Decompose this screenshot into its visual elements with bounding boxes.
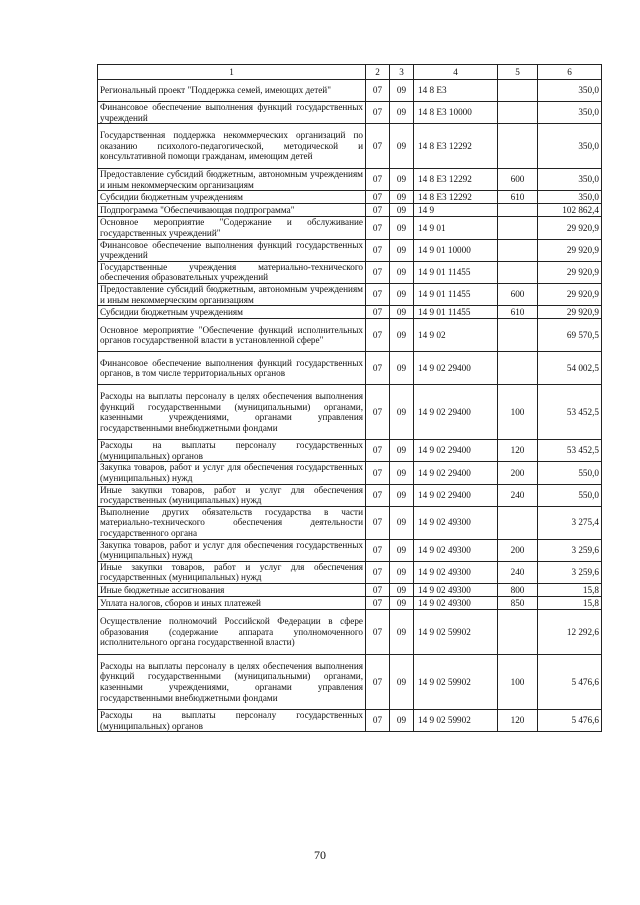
header-cell-4: 4 (414, 65, 498, 80)
expense-type-code: 100 (498, 655, 538, 710)
target-article-code: 14 9 02 49300 (414, 561, 498, 583)
amount: 29 920,9 (538, 261, 602, 283)
amount: 12 292,6 (538, 610, 602, 655)
table-row (98, 204, 602, 217)
amount: 15,8 (538, 597, 602, 610)
amount: 3 259,6 (538, 539, 602, 561)
section-code: 07 (366, 385, 390, 440)
expense-type-code: 800 (498, 584, 538, 597)
target-article-code: 14 8 E3 12292 (414, 124, 498, 169)
section-code: 07 (366, 352, 390, 385)
expense-type-code: 200 (498, 539, 538, 561)
target-article-code: 14 9 (414, 204, 498, 217)
subsection-code: 09 (390, 306, 414, 319)
amount: 53 452,5 (538, 385, 602, 440)
expense-type-code (498, 204, 538, 217)
budget-item-name: Государственная поддержка некоммерческих организаций по оказанию психолого-педагогической, методической и консультативной помощи гражданам, имеющим детей (98, 124, 366, 169)
table-row (98, 191, 602, 204)
section-code: 07 (366, 484, 390, 506)
table-row (98, 217, 602, 239)
expense-type-code: 600 (498, 169, 538, 191)
expense-type-code (498, 217, 538, 239)
expense-type-code: 240 (498, 484, 538, 506)
target-article-code: 14 8 E3 10000 (414, 102, 498, 124)
section-code: 07 (366, 239, 390, 261)
section-code: 07 (366, 204, 390, 217)
expense-type-code: 120 (498, 710, 538, 732)
section-code: 07 (366, 217, 390, 239)
subsection-code: 09 (390, 204, 414, 217)
table-row (98, 319, 602, 352)
table-row (98, 655, 602, 710)
subsection-code: 09 (390, 102, 414, 124)
table-row (98, 484, 602, 506)
amount: 350,0 (538, 124, 602, 169)
table-row (98, 506, 602, 539)
target-article-code: 14 9 02 49300 (414, 539, 498, 561)
amount: 102 862,4 (538, 204, 602, 217)
table-row (98, 102, 602, 124)
target-article-code: 14 9 01 (414, 217, 498, 239)
table-row (98, 80, 602, 102)
table-row (98, 261, 602, 283)
target-article-code: 14 8 E3 12292 (414, 191, 498, 204)
expense-type-code: 240 (498, 561, 538, 583)
section-code: 07 (366, 561, 390, 583)
subsection-code: 09 (390, 169, 414, 191)
header-row (98, 65, 602, 80)
table-body (98, 80, 602, 732)
table-row (98, 306, 602, 319)
table-row (98, 352, 602, 385)
budget-item-name: Выполнение других обязательств государства в части материально-технического обеспечения деятельности государственного органа (98, 506, 366, 539)
section-code: 07 (366, 539, 390, 561)
section-code: 07 (366, 506, 390, 539)
budget-table (97, 64, 602, 732)
amount: 3 259,6 (538, 561, 602, 583)
amount: 3 275,4 (538, 506, 602, 539)
target-article-code: 14 9 02 (414, 319, 498, 352)
subsection-code: 09 (390, 191, 414, 204)
expense-type-code: 100 (498, 385, 538, 440)
budget-item-name: Расходы на выплаты персоналу в целях обеспечения выполнения функций государственными (муниципальными) органами, казенными учреждениями, органами управления государственными внебюджетными фондами (98, 655, 366, 710)
amount: 29 920,9 (538, 239, 602, 261)
subsection-code: 09 (390, 561, 414, 583)
target-article-code: 14 9 02 49300 (414, 597, 498, 610)
section-code: 07 (366, 124, 390, 169)
amount: 350,0 (538, 169, 602, 191)
header-cell-6: 6 (538, 65, 602, 80)
target-article-code: 14 9 02 59902 (414, 655, 498, 710)
subsection-code: 09 (390, 385, 414, 440)
subsection-code: 09 (390, 484, 414, 506)
header-cell-2: 2 (366, 65, 390, 80)
section-code: 07 (366, 440, 390, 462)
section-code: 07 (366, 462, 390, 484)
target-article-code: 14 9 01 11455 (414, 283, 498, 305)
section-code: 07 (366, 319, 390, 352)
table-row (98, 584, 602, 597)
subsection-code: 09 (390, 283, 414, 305)
budget-item-name: Предоставление субсидий бюджетным, автономным учреждениям и иным некоммерческим организациям (98, 169, 366, 191)
expense-type-code: 610 (498, 306, 538, 319)
amount: 350,0 (538, 102, 602, 124)
subsection-code: 09 (390, 217, 414, 239)
budget-item-name: Иные закупки товаров, работ и услуг для обеспечения государственных (муниципальных) нужд (98, 561, 366, 583)
subsection-code: 09 (390, 80, 414, 102)
budget-item-name: Государственные учреждения материально-технического обеспечения образовательных учреждений (98, 261, 366, 283)
budget-item-name: Иные закупки товаров, работ и услуг для обеспечения государственных (муниципальных) нужд (98, 484, 366, 506)
section-code: 07 (366, 261, 390, 283)
amount: 15,8 (538, 584, 602, 597)
table-row (98, 462, 602, 484)
section-code: 07 (366, 710, 390, 732)
target-article-code: 14 9 01 11455 (414, 306, 498, 319)
expense-type-code: 610 (498, 191, 538, 204)
table-row (98, 385, 602, 440)
amount: 53 452,5 (538, 440, 602, 462)
section-code: 07 (366, 306, 390, 319)
section-code: 07 (366, 191, 390, 204)
table-row (98, 597, 602, 610)
subsection-code: 09 (390, 462, 414, 484)
expense-type-code: 120 (498, 440, 538, 462)
amount: 29 920,9 (538, 306, 602, 319)
expense-type-code: 200 (498, 462, 538, 484)
budget-item-name: Подпрограмма "Обеспечивающая подпрограмма" (98, 204, 366, 217)
subsection-code: 09 (390, 352, 414, 385)
table-row (98, 169, 602, 191)
expense-type-code: 600 (498, 283, 538, 305)
subsection-code: 09 (390, 610, 414, 655)
table-row (98, 539, 602, 561)
table-row (98, 239, 602, 261)
budget-item-name: Закупка товаров, работ и услуг для обеспечения государственных (муниципальных) нужд (98, 462, 366, 484)
target-article-code: 14 9 02 59902 (414, 710, 498, 732)
header-cell-1: 1 (98, 65, 366, 80)
section-code: 07 (366, 610, 390, 655)
table-row (98, 124, 602, 169)
amount: 550,0 (538, 484, 602, 506)
subsection-code: 09 (390, 539, 414, 561)
target-article-code: 14 9 02 29400 (414, 462, 498, 484)
amount: 550,0 (538, 462, 602, 484)
expense-type-code (498, 610, 538, 655)
section-code: 07 (366, 655, 390, 710)
budget-item-name: Осуществление полномочий Российской Федерации в сфере образования (содержание аппарата уполномоченного исполнительного органа государственной власти) (98, 610, 366, 655)
page-number: 70 (314, 848, 326, 862)
subsection-code: 09 (390, 584, 414, 597)
budget-item-name: Расходы на выплаты персоналу государственных (муниципальных) органов (98, 710, 366, 732)
section-code: 07 (366, 283, 390, 305)
target-article-code: 14 9 02 29400 (414, 440, 498, 462)
amount: 54 002,5 (538, 352, 602, 385)
amount: 350,0 (538, 80, 602, 102)
budget-item-name: Иные бюджетные ассигнования (98, 584, 366, 597)
amount: 29 920,9 (538, 217, 602, 239)
amount: 5 476,6 (538, 655, 602, 710)
subsection-code: 09 (390, 506, 414, 539)
amount: 5 476,6 (538, 710, 602, 732)
expense-type-code (498, 506, 538, 539)
subsection-code: 09 (390, 239, 414, 261)
table-row (98, 283, 602, 305)
table-row (98, 610, 602, 655)
target-article-code: 14 9 01 10000 (414, 239, 498, 261)
subsection-code: 09 (390, 440, 414, 462)
budget-item-name: Закупка товаров, работ и услуг для обеспечения государственных (муниципальных) нужд (98, 539, 366, 561)
target-article-code: 14 9 02 59902 (414, 610, 498, 655)
expense-type-code (498, 319, 538, 352)
section-code: 07 (366, 102, 390, 124)
budget-item-name: Субсидии бюджетным учреждениям (98, 306, 366, 319)
subsection-code: 09 (390, 597, 414, 610)
expense-type-code (498, 261, 538, 283)
table-row (98, 561, 602, 583)
section-code: 07 (366, 80, 390, 102)
budget-item-name: Уплата налогов, сборов и иных платежей (98, 597, 366, 610)
budget-item-name: Субсидии бюджетным учреждениям (98, 191, 366, 204)
expense-type-code (498, 80, 538, 102)
target-article-code: 14 9 02 29400 (414, 385, 498, 440)
budget-item-name: Финансовое обеспечение выполнения функций государственных органов, в том числе территориальных органов (98, 352, 366, 385)
target-article-code: 14 9 02 29400 (414, 484, 498, 506)
table-row (98, 710, 602, 732)
subsection-code: 09 (390, 710, 414, 732)
amount: 350,0 (538, 191, 602, 204)
amount: 69 570,5 (538, 319, 602, 352)
amount: 29 920,9 (538, 283, 602, 305)
budget-item-name: Финансовое обеспечение выполнения функций государственных учреждений (98, 102, 366, 124)
expense-type-code (498, 352, 538, 385)
header-cell-3: 3 (390, 65, 414, 80)
section-code: 07 (366, 597, 390, 610)
budget-item-name: Региональный проект "Поддержка семей, имеющих детей" (98, 80, 366, 102)
target-article-code: 14 8 E3 12292 (414, 169, 498, 191)
target-article-code: 14 9 02 49300 (414, 506, 498, 539)
header-cell-5: 5 (498, 65, 538, 80)
target-article-code: 14 9 02 49300 (414, 584, 498, 597)
subsection-code: 09 (390, 655, 414, 710)
budget-item-name: Основное мероприятие "Содержание и обслуживание государственных учреждений" (98, 217, 366, 239)
budget-item-name: Финансовое обеспечение выполнения функций государственных учреждений (98, 239, 366, 261)
expense-type-code (498, 124, 538, 169)
budget-item-name: Расходы на выплаты персоналу государственных (муниципальных) органов (98, 440, 366, 462)
budget-item-name: Предоставление субсидий бюджетным, автономным учреждениям и иным некоммерческим организациям (98, 283, 366, 305)
subsection-code: 09 (390, 124, 414, 169)
target-article-code: 14 8 E3 (414, 80, 498, 102)
subsection-code: 09 (390, 261, 414, 283)
budget-item-name: Расходы на выплаты персоналу в целях обеспечения выполнения функций государственными (муниципальными) органами, казенными учреждениями, органами управления государственными внебюджетными фондами (98, 385, 366, 440)
subsection-code: 09 (390, 319, 414, 352)
target-article-code: 14 9 02 29400 (414, 352, 498, 385)
budget-item-name: Основное мероприятие "Обеспечение функций исполнительных органов государственной власти в установленной сфере" (98, 319, 366, 352)
expense-type-code: 850 (498, 597, 538, 610)
target-article-code: 14 9 01 11455 (414, 261, 498, 283)
section-code: 07 (366, 584, 390, 597)
table-row (98, 440, 602, 462)
expense-type-code (498, 239, 538, 261)
expense-type-code (498, 102, 538, 124)
section-code: 07 (366, 169, 390, 191)
